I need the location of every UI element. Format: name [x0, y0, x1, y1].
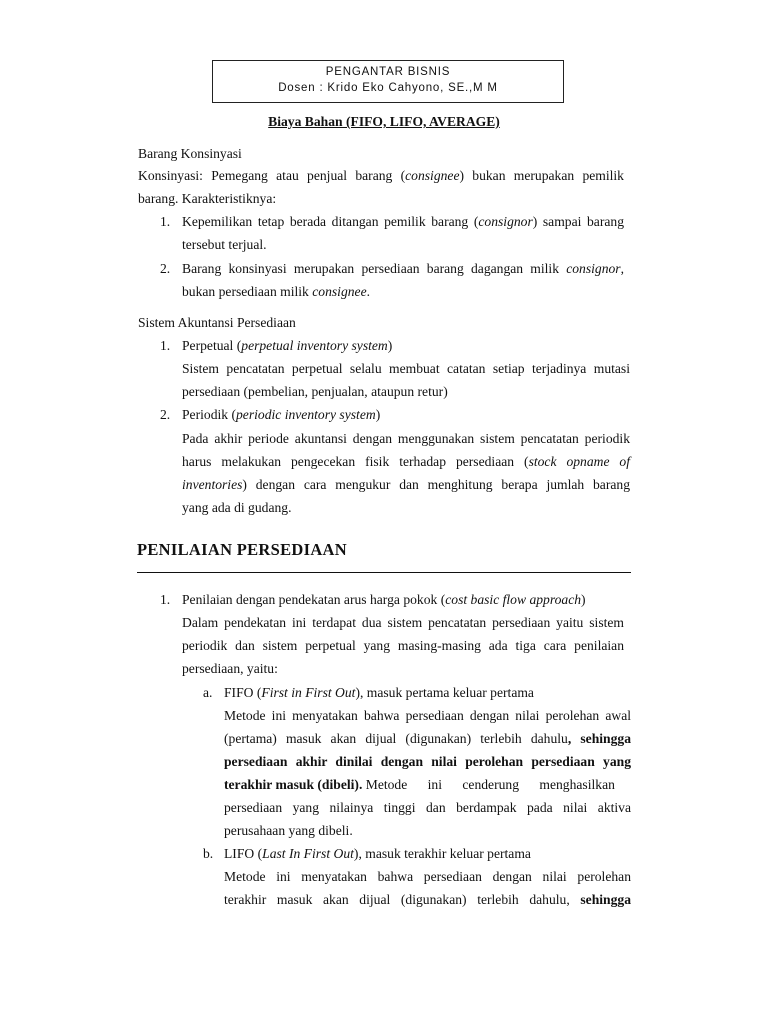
list-letter: a.	[203, 685, 213, 700]
consignment-heading: Barang Konsinyasi	[138, 146, 242, 161]
fifo-line4: terakhir masuk (dibeli). Metode ini cenderung menghasilkan	[224, 777, 615, 792]
lifo-line1: Metode ini menyatakan bahwa persediaan dengan nilai perolehan	[224, 869, 631, 884]
fifo-line1: Metode ini menyatakan bahwa persediaan dengan nilai perolehan awal	[224, 708, 631, 723]
course-title: PENGANTAR BISNIS	[325, 66, 451, 78]
consignment-item-2-line2: bukan persediaan milik consignee.	[182, 284, 371, 299]
list-number: 1.	[160, 338, 171, 353]
list-number: 2.	[160, 261, 171, 276]
fifo-heading: FIFO (First in First Out), masuk pertama keluar pertama	[224, 685, 534, 700]
lifo-line2: terakhir masuk akan dijual (digunakan) terlebih dahulu, sehingga	[224, 892, 631, 907]
periodic-heading: Periodik (periodic inventory system)	[182, 407, 381, 422]
consignment-item-1-line2: tersebut terjual.	[182, 237, 267, 252]
fifo-line3: persediaan akhir dinilai dengan nilai perolehan persediaan yang	[224, 754, 631, 769]
section-divider	[137, 572, 631, 573]
fifo-line5: persediaan yang nilainya tinggi dan berdampak pada nilai aktiva	[224, 800, 631, 815]
valuation-item-1-line1: Dalam pendekatan ini terdapat dua sistem pencatatan persediaan yaitu sistem	[182, 615, 624, 630]
valuation-item-1-line2: periodik dan sistem perpetual yang masing-masing ada tiga cara penilaian	[182, 638, 624, 653]
list-number: 1.	[160, 214, 171, 229]
consignment-definition-line2: barang. Karakteristiknya:	[138, 191, 277, 206]
perpetual-text-line2: persediaan (pembelian, penjualan, ataupun retur)	[182, 384, 448, 399]
perpetual-heading: Perpetual (perpetual inventory system)	[182, 338, 393, 353]
consignment-item-1: Kepemilikan tetap berada ditangan pemilik barang (consignor) sampai barang	[182, 214, 624, 229]
fifo-line2: (pertama) masuk akan dijual (digunakan) terlebih dahulu, sehingga	[224, 731, 631, 746]
list-letter: b.	[203, 846, 214, 861]
list-number: 1.	[160, 592, 171, 607]
section-title: PENILAIAN PERSEDIAAN	[137, 540, 347, 559]
periodic-text-line3: inventories) dengan cara mengukur dan menghitung berapa jumlah barang	[182, 477, 630, 492]
perpetual-text-line1: Sistem pencatatan perpetual selalu membuat catatan setiap terjadinya mutasi	[182, 361, 630, 376]
periodic-text-line1: Pada akhir periode akuntansi dengan menggunakan sistem pencatatan periodik	[182, 431, 630, 446]
valuation-item-1-heading: Penilaian dengan pendekatan arus harga pokok (cost basic flow approach)	[182, 592, 586, 607]
lifo-heading: LIFO (Last In First Out), masuk terakhir keluar pertama	[224, 846, 531, 861]
document-title: Biaya Bahan (FIFO, LIFO, AVERAGE)	[268, 114, 500, 129]
consignment-definition: Konsinyasi: Pemegang atau penjual barang (consignee) bukan merupakan pemilik	[138, 168, 624, 183]
course-header-box	[212, 60, 564, 103]
lecturer-name: Dosen : Krido Eko Cahyono, SE.,M M	[278, 82, 498, 94]
list-number: 2.	[160, 407, 171, 422]
fifo-line6: perusahaan yang dibeli.	[224, 823, 353, 838]
consignment-item-2: Barang konsinyasi merupakan persediaan barang dagangan milik consignor,	[182, 261, 624, 276]
valuation-item-1-line3: persediaan, yaitu:	[182, 661, 278, 676]
periodic-text-line4: yang ada di gudang.	[182, 500, 292, 515]
accounting-heading: Sistem Akuntansi Persediaan	[138, 315, 296, 330]
periodic-text-line2: harus melakukan pengecekan fisik terhadap persediaan (stock opname of	[182, 454, 631, 469]
